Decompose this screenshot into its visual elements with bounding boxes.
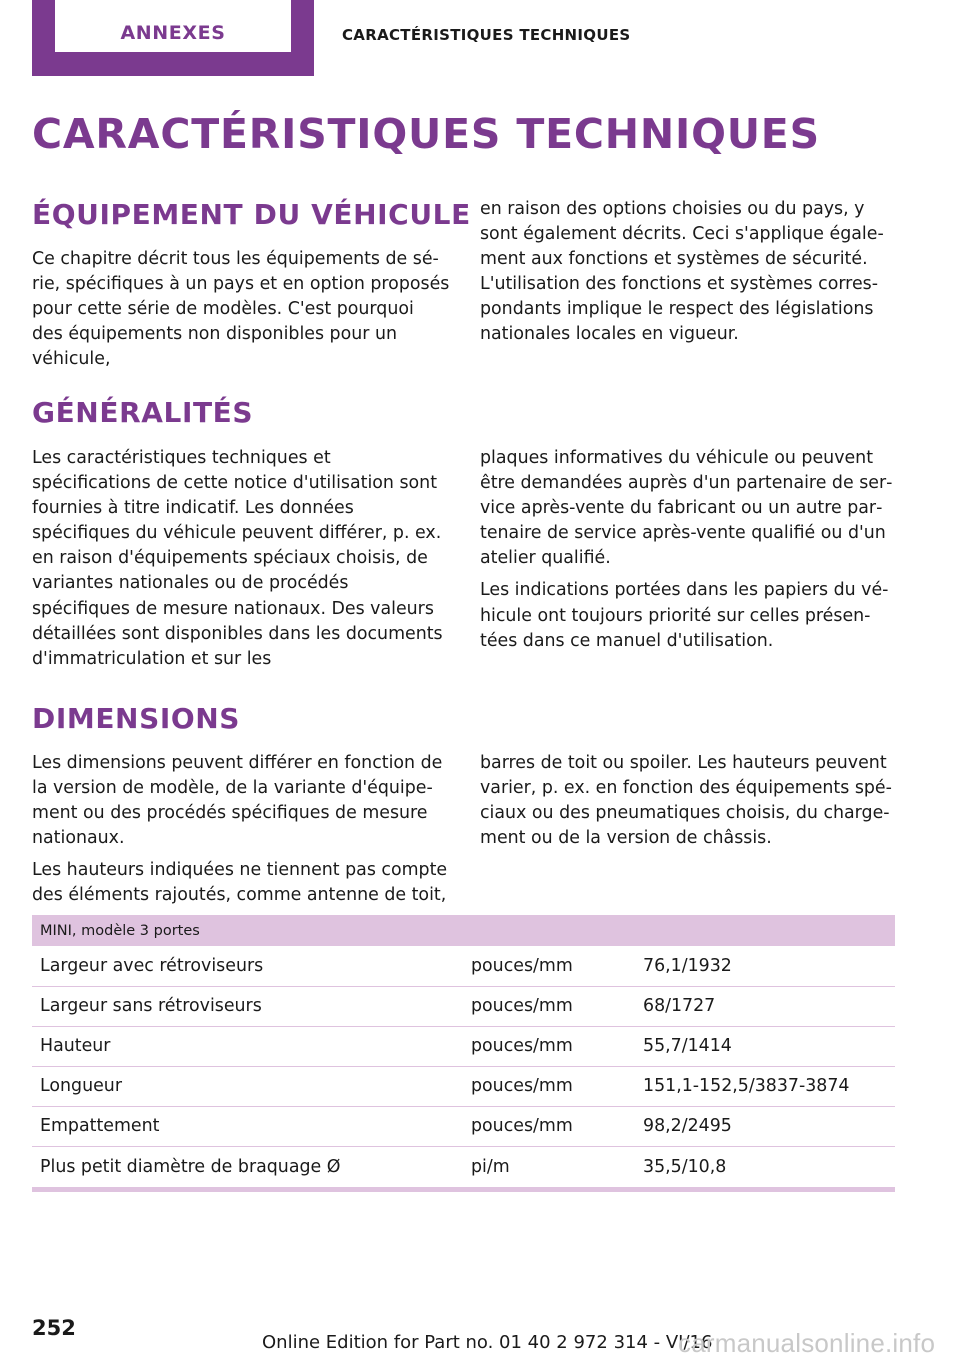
header-chapter-label: CARACTÉRISTIQUES TECHNIQUES bbox=[342, 26, 631, 44]
section-generalites-right-column bbox=[480, 446, 898, 654]
paragraph: en raison des options choisies ou du pays, y sont également décrits. Ceci s'applique également aux fonctions et systèmes de sécurité. L'utilisation des fonctions et systèmes correspondants implique le respect des législations nationales locales en vigueur. bbox=[480, 199, 884, 345]
page-number: 252 bbox=[32, 1316, 76, 1340]
table-cell-unit: pouces/mm bbox=[463, 946, 635, 986]
paragraph: Les caractéristiques techniques et spécifications de cette notice d'utilisation sont fournies à titre indicatif. Les données spécifiques du véhicule peuvent différer, p. ex. en raison d'équipements spéciaux choisis, de variantes nationales ou de procédés spécifiques de mesure nationaux. Des valeurs détaillées sont disponibles dans les documents d'immatriculation et sur les bbox=[32, 448, 443, 669]
table-row bbox=[32, 946, 895, 986]
table-row bbox=[32, 986, 895, 1026]
table-row bbox=[32, 1026, 895, 1066]
table-cell-unit: pouces/mm bbox=[463, 986, 635, 1026]
section-equipement-right-column bbox=[480, 197, 898, 348]
watermark-text: carmanualsonline.info bbox=[678, 1328, 936, 1358]
section-heading-generalites: GÉNÉRALITÉS bbox=[32, 396, 254, 429]
paragraph: Les dimensions peuvent différer en fonction de la version de modèle, de la variante d'équipement ou des procédés spécifiques de mesure nationaux. bbox=[32, 753, 443, 849]
table-cell-label: Plus petit diamètre de braquage Ø bbox=[32, 1146, 463, 1189]
dimensions-table bbox=[32, 915, 895, 1192]
paragraph: plaques informatives du véhicule ou peuvent être demandées auprès d'un partenaire de service après-vente du fabricant ou un autre partenaire de service après-vente qualifié ou d'un atelier qualifié. bbox=[480, 448, 893, 569]
table-cell-unit: pouces/mm bbox=[463, 1026, 635, 1066]
table-cell-value: 35,5/10,8 bbox=[635, 1146, 895, 1189]
section-heading-dimensions: DIMENSIONS bbox=[32, 702, 241, 735]
table-cell-unit: pouces/mm bbox=[463, 1066, 635, 1106]
table-header: MINI, modèle 3 portes bbox=[32, 915, 895, 946]
table-cell-value: 68/1727 bbox=[635, 986, 895, 1026]
table-cell-label: Largeur avec rétroviseurs bbox=[32, 946, 463, 986]
paragraph: Les hauteurs indiquées ne tiennent pas compte des éléments rajoutés, comme antenne de toit, bbox=[32, 860, 448, 906]
table-cell-value: 76,1/1932 bbox=[635, 946, 895, 986]
table-cell-label: Largeur sans rétroviseurs bbox=[32, 986, 463, 1026]
table-row bbox=[32, 1066, 895, 1106]
table-cell-unit: pi/m bbox=[463, 1146, 635, 1189]
table-cell-unit: pouces/mm bbox=[463, 1106, 635, 1146]
section-dimensions-right-column bbox=[480, 751, 898, 851]
paragraph: Ce chapitre décrit tous les équipements de série, spécifiques à un pays et en option proposés pour cette série de modèles. C'est pourquoi des équipements non disponibles pour un véhicule, bbox=[32, 249, 450, 370]
footer-edition-text: Online Edition for Part no. 01 40 2 972 314 - VI/16 bbox=[262, 1332, 713, 1353]
table-row bbox=[32, 1146, 895, 1189]
section-equipement-left-column bbox=[32, 247, 450, 372]
page-title: CARACTÉRISTIQUES TECHNIQUES bbox=[32, 110, 820, 158]
table-header-row bbox=[32, 915, 895, 946]
table-cell-value: 151,1-152,5/3837-3874 bbox=[635, 1066, 895, 1106]
table-row bbox=[32, 1106, 895, 1146]
table-cell-label: Longueur bbox=[32, 1066, 463, 1106]
header-section-label: ANNEXES bbox=[120, 22, 226, 44]
section-dimensions-left-column bbox=[32, 751, 450, 909]
table-cell-label: Empattement bbox=[32, 1106, 463, 1146]
table-cell-value: 98,2/2495 bbox=[635, 1106, 895, 1146]
table-cell-value: 55,7/1414 bbox=[635, 1026, 895, 1066]
section-heading-equipement: ÉQUIPEMENT DU VÉHICULE bbox=[32, 198, 471, 231]
paragraph: Les indications portées dans les papiers du véhicule ont toujours priorité sur celles présentées dans ce manuel d'utilisation. bbox=[480, 580, 889, 651]
paragraph: barres de toit ou spoiler. Les hauteurs peuvent varier, p. ex. en fonction des équipements spéciaux ou des pneumatiques choisis, du chargement ou de la version de châssis. bbox=[480, 753, 892, 849]
section-generalites-left-column bbox=[32, 446, 450, 672]
table-cell-label: Hauteur bbox=[32, 1026, 463, 1066]
